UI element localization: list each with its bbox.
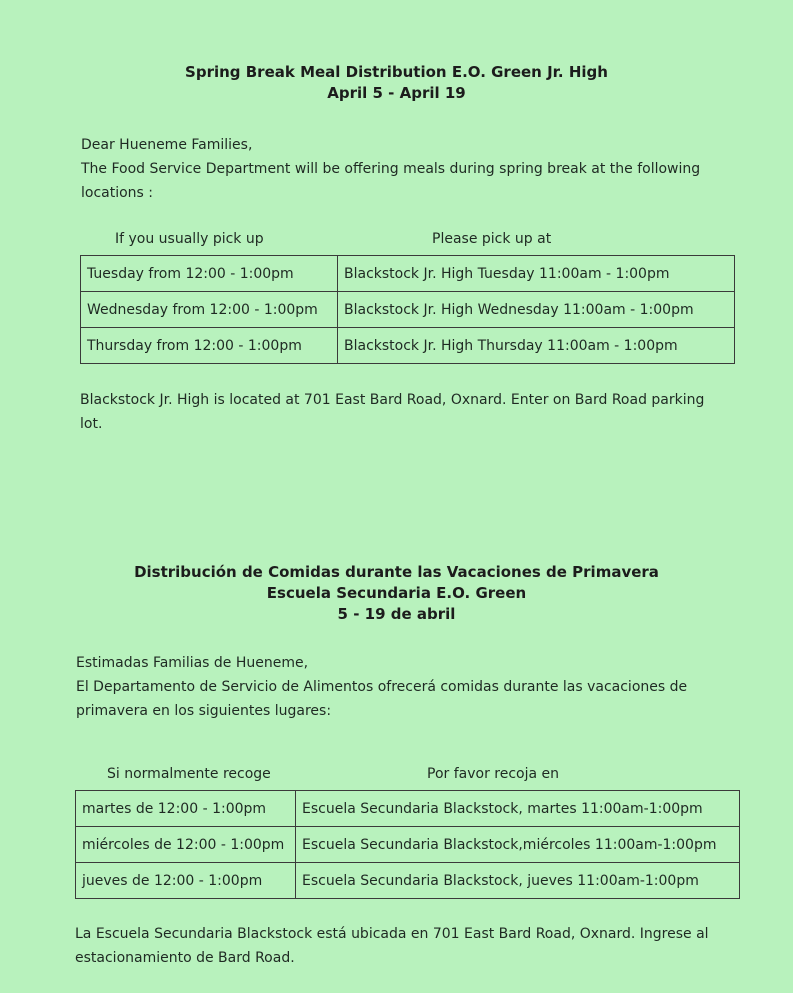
spanish-title-line3: 5 - 19 de abril [337, 605, 456, 623]
table-row [76, 863, 740, 899]
spanish-title [0, 562, 793, 625]
english-usual-cell: Wednesday from 12:00 - 1:00pm [81, 292, 338, 328]
english-pickup-cell: Blackstock Jr. High Wednesday 11:00am - 1:00pm [338, 292, 735, 328]
table-row [76, 791, 740, 827]
spanish-schedule-table [75, 790, 740, 899]
table-row [76, 827, 740, 863]
english-title-line1: Spring Break Meal Distribution E.O. Green Jr. High [185, 63, 608, 81]
spanish-title-line1: Distribución de Comidas durante las Vacaciones de Primavera [134, 563, 659, 581]
spanish-location-note: La Escuela Secundaria Blackstock está ubicada en 701 East Bard Road, Oxnard. Ingrese al estacionamiento de Bard Road. [75, 926, 709, 966]
spanish-letter [76, 651, 736, 723]
table-row [81, 292, 735, 328]
table-row [81, 328, 735, 364]
spanish-usual-cell: miércoles de 12:00 - 1:00pm [76, 827, 296, 863]
spanish-usual-cell: martes de 12:00 - 1:00pm [76, 791, 296, 827]
english-title-line2: April 5 - April 19 [327, 84, 466, 102]
spanish-title-line2: Escuela Secundaria E.O. Green [266, 584, 527, 602]
english-pickup-cell: Blackstock Jr. High Tuesday 11:00am - 1:00pm [338, 256, 735, 292]
spanish-usual-cell: jueves de 12:00 - 1:00pm [76, 863, 296, 899]
english-location-note: Blackstock Jr. High is located at 701 East Bard Road, Oxnard. Enter on Bard Road parking lot. [80, 392, 705, 432]
english-usual-cell: Tuesday from 12:00 - 1:00pm [81, 256, 338, 292]
english-schedule-table [80, 255, 735, 364]
english-pickup-cell: Blackstock Jr. High Thursday 11:00am - 1:00pm [338, 328, 735, 364]
english-title [0, 62, 793, 104]
spanish-pickup-cell: Escuela Secundaria Blackstock, jueves 11:00am-1:00pm [296, 863, 740, 899]
spanish-greeting: Estimadas Familias de Hueneme, [76, 655, 309, 671]
spanish-col-header-left: Si normalmente recoge [107, 766, 271, 782]
english-col-header-right: Please pick up at [432, 231, 552, 247]
english-col-header-left: If you usually pick up [115, 231, 264, 247]
spanish-pickup-cell: Escuela Secundaria Blackstock, martes 11:00am-1:00pm [296, 791, 740, 827]
spanish-pickup-cell: Escuela Secundaria Blackstock,miércoles 11:00am-1:00pm [296, 827, 740, 863]
spanish-intro: El Departamento de Servicio de Alimentos ofrecerá comidas durante las vacaciones de primavera en los siguientes lugares: [76, 679, 688, 719]
english-greeting: Dear Hueneme Families, [81, 137, 253, 153]
spanish-col-header-right: Por favor recoja en [427, 766, 560, 782]
table-row [81, 256, 735, 292]
english-intro: The Food Service Department will be offering meals during spring break at the following locations : [81, 161, 701, 201]
english-usual-cell: Thursday from 12:00 - 1:00pm [81, 328, 338, 364]
english-letter [81, 133, 746, 205]
